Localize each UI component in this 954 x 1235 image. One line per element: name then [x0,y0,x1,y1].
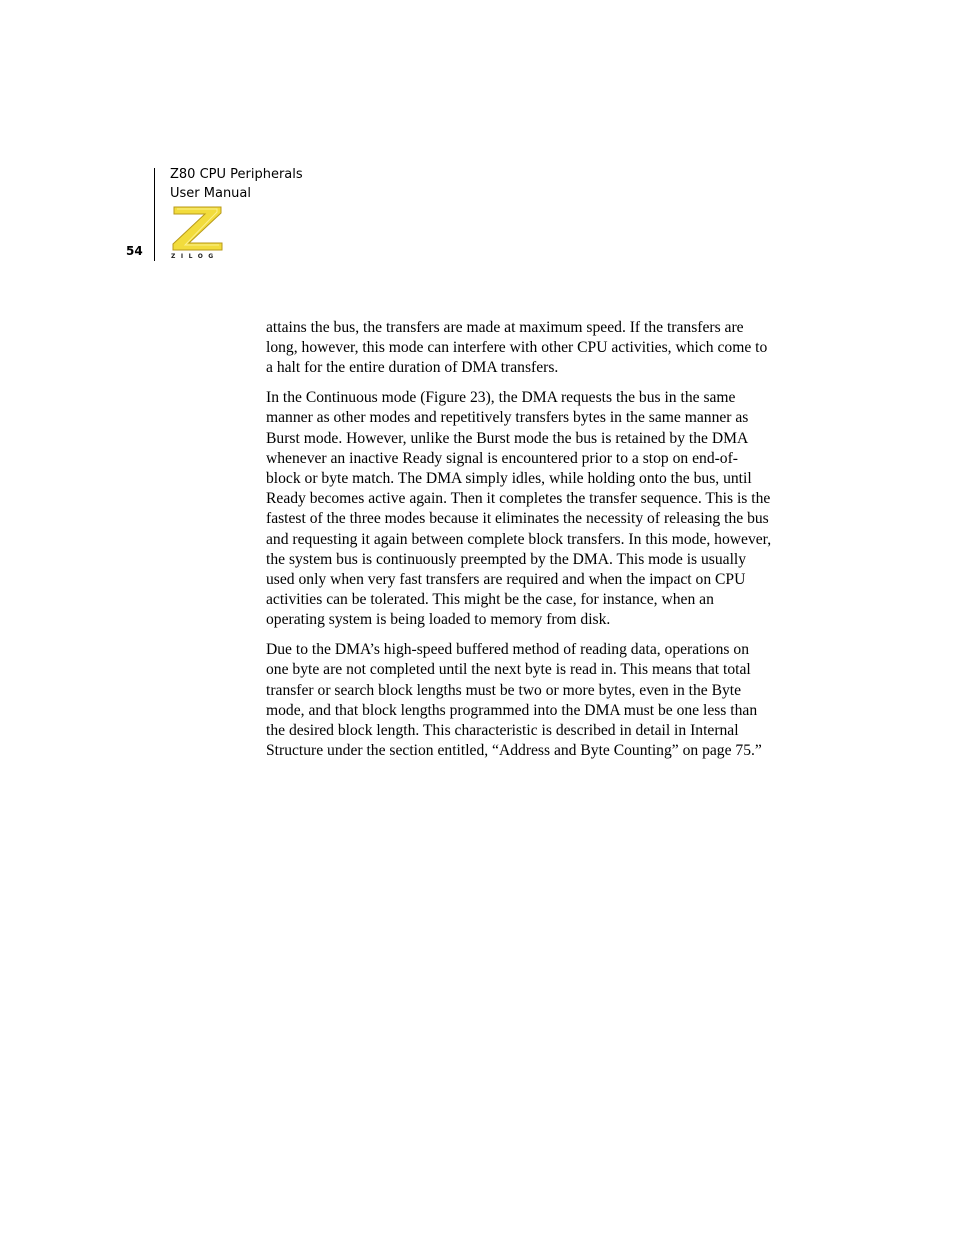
zilog-z-icon [171,205,225,251]
document-title-line2: User Manual [170,186,252,201]
document-title-line1: Z80 CPU Peripherals [170,167,303,182]
page-number: 54 [126,244,143,258]
paragraph-1: attains the bus, the transfers are made at maximum speed. If the transfers are long, however, this mode can interfere with other CPU activities, which come to a halt for the entire duration of DMA transfers. [266,319,768,377]
paragraph-2: In the Continuous mode (Figure 23), the DMA requests the bus in the same manner as other modes and repetitively transfers bytes in the same manner as Burst mode. However, unlike the Burst mode the bus is retained by the DMA whenever an inactive Ready signal is encountered prior to a stop on end-of-block or byte match. The DMA simply idles, while holding onto the bus, until Ready becomes active again. Then it completes the transfer sequence. This is the fastest of the three modes because it eliminates the necessity of releasing the bus and requesting it again between complete block transfers. In this mode, however, the system bus is continuously preempted by the DMA. This mode is usually used only when very fast transfers are required and when the impact on CPU activities can be tolerated. This might be the case, for instance, when an operating system is being loaded to memory from disk. [266,389,772,629]
body-text [266,318,772,771]
logo-wordmark: ZILOG [171,253,219,260]
zilog-logo [171,205,225,261]
document-title [170,165,303,203]
header-divider [154,168,155,261]
paragraph-3: Due to the DMA’s high-speed buffered method of reading data, operations on one byte are not completed until the next byte is read in. This means that total transfer or search block lengths must be two or more bytes, even in the Byte mode, and that block lengths programmed into the DMA must be one less than the desired block length. This characteristic is described in detail in Internal Structure under the section entitled, “Address and Byte Counting” on page 75.” [266,641,762,760]
